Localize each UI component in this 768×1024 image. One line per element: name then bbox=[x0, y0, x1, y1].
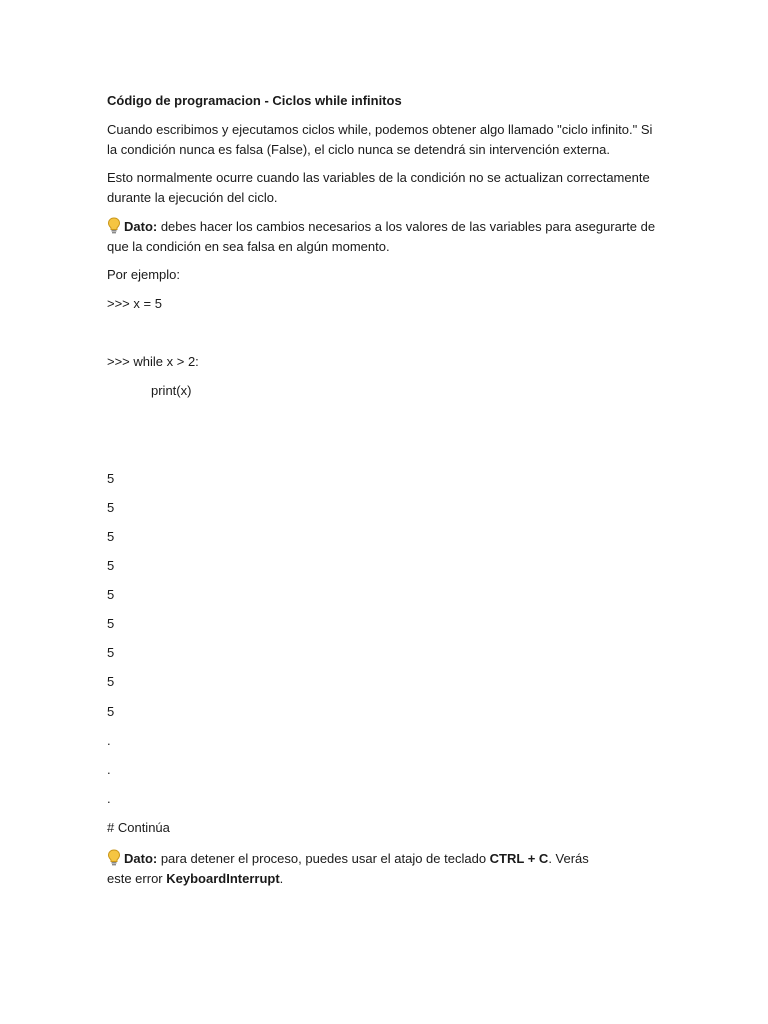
output-line: 5 bbox=[107, 587, 115, 602]
output-ellipsis-dot: . bbox=[107, 733, 111, 748]
tip-label: Dato: bbox=[124, 851, 158, 866]
output-line: 5 bbox=[107, 500, 115, 515]
paragraph-intro: Cuando escribimos y ejecutamos ciclos while, podemos obtener algo llamado "ciclo infinito." Si la condición nunca es falsa (False), el ciclo nunca se detendrá sin intervención externa. bbox=[107, 122, 653, 157]
code-line-while: >>> while x > 2: bbox=[107, 354, 199, 369]
output-line: 5 bbox=[107, 674, 115, 689]
tip-paragraph-2 bbox=[107, 849, 607, 888]
output-line: 5 bbox=[107, 704, 115, 719]
error-name: KeyboardInterrupt bbox=[166, 870, 280, 886]
output-ellipsis-dot: . bbox=[107, 762, 111, 777]
tip-label: Dato: bbox=[124, 219, 158, 234]
comment-continua: # Continúa bbox=[107, 820, 170, 835]
output-line: 5 bbox=[107, 645, 115, 660]
code-line-print: print(x) bbox=[151, 383, 192, 398]
lightbulb-icon bbox=[107, 217, 121, 234]
tip-text-after: . bbox=[279, 870, 284, 886]
code-line-assign: >>> x = 5 bbox=[107, 296, 162, 311]
output-line: 5 bbox=[107, 558, 115, 573]
example-intro: Por ejemplo: bbox=[107, 267, 180, 282]
tip-paragraph-1 bbox=[107, 217, 663, 256]
tip-text: debes hacer los cambios necesarios a los valores de las variables para asegurarte de que la condición en sea falsa en algún momento. bbox=[107, 219, 656, 254]
lightbulb-icon bbox=[107, 849, 121, 866]
tip-text-before: para detener el proceso, puedes usar el atajo de teclado bbox=[157, 851, 490, 866]
output-ellipsis-dot: . bbox=[107, 791, 111, 806]
output-line: 5 bbox=[107, 529, 115, 544]
keyboard-shortcut: CTRL + C bbox=[489, 851, 549, 866]
output-line: 5 bbox=[107, 471, 115, 486]
paragraph-cause: Esto normalmente ocurre cuando las variables de la condición no se actualizan correctamente durante la ejecución del ciclo. bbox=[107, 170, 650, 205]
document-title: Código de programacion - Ciclos while infinitos bbox=[107, 93, 402, 108]
output-line: 5 bbox=[107, 616, 115, 631]
tip-text-middle: . Verás este error bbox=[107, 851, 589, 886]
